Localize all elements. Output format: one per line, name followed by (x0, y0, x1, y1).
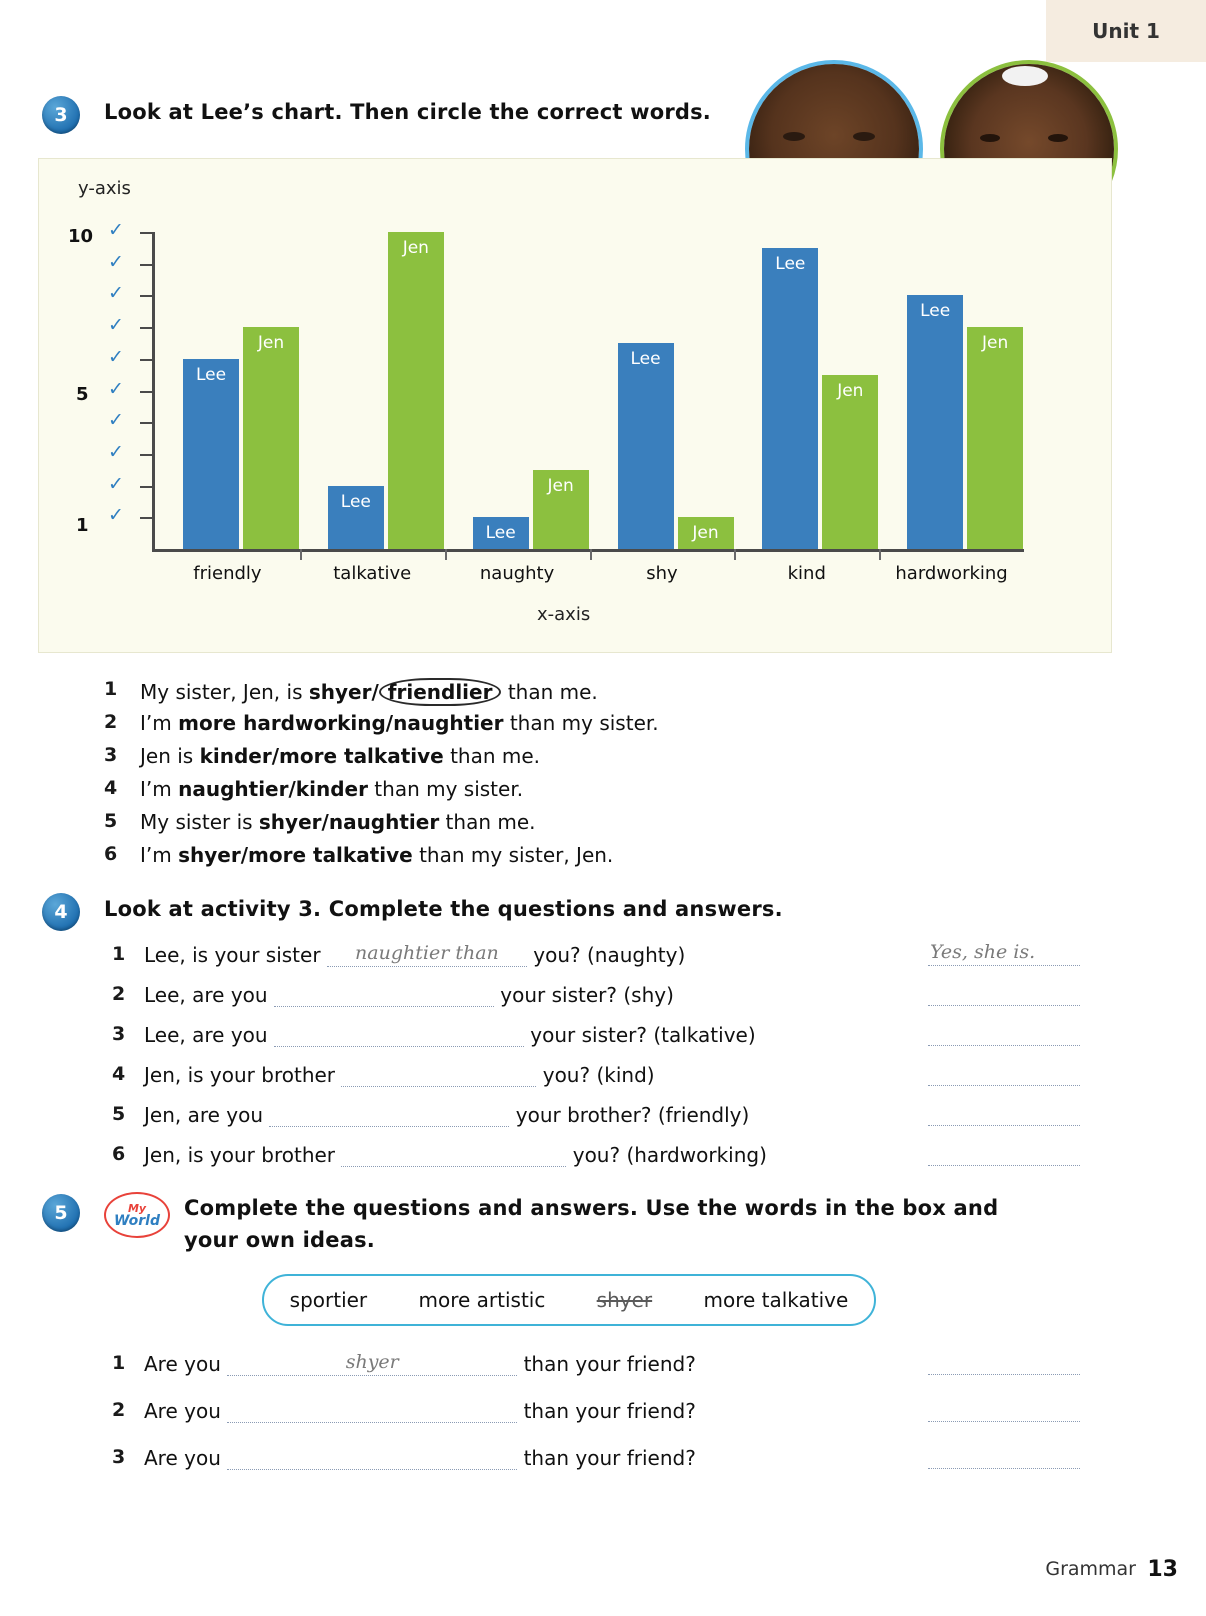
sentence-pre: My sister is (140, 810, 259, 834)
question-suffix: you? (hardworking) (566, 1143, 767, 1167)
bar-kind-jen (822, 375, 878, 549)
chart-check-2: ✓ (108, 472, 124, 495)
sentence-option-2[interactable]: friendlier (379, 678, 502, 706)
bar-talkative-jen (388, 232, 444, 549)
chart-bars (155, 232, 1024, 549)
short-answer-blank[interactable] (928, 1446, 1080, 1469)
sentence-pre: Jen is (140, 744, 200, 768)
chart-tick-9 (140, 264, 154, 266)
my-world-line2: World (113, 1212, 161, 1229)
activity-5-instruction-line2: your own ideas. (184, 1228, 375, 1252)
question-suffix: than your friend? (517, 1352, 696, 1376)
sentence-number: 3 (104, 744, 118, 766)
bar-hardworking-jen (967, 327, 1023, 549)
sentence-option-2[interactable]: kinder (295, 777, 368, 801)
short-answer-blank[interactable] (928, 1023, 1080, 1046)
question-row (144, 1446, 696, 1470)
question-prefix: Are you (144, 1399, 228, 1423)
question-number: 4 (112, 1063, 126, 1085)
question-prefix: Jen, are you (144, 1103, 270, 1127)
chart-check-3: ✓ (108, 440, 124, 463)
chart-separator-1 (300, 549, 302, 560)
question-number: 3 (112, 1446, 126, 1468)
handwritten-answer: naughtier than (355, 942, 499, 964)
question-suffix: than your friend? (517, 1399, 696, 1423)
bar-label: Jen (692, 523, 719, 544)
bar-label: Jen (257, 333, 285, 354)
question-row (144, 1143, 767, 1167)
chart-tick-5 (140, 391, 154, 393)
bar-label: Lee (630, 348, 661, 369)
question-number: 2 (112, 983, 126, 1005)
chart-y-axis-label: y-axis (78, 178, 131, 199)
sentence-row[interactable] (140, 744, 540, 768)
bar-label: Jen (402, 238, 429, 258)
question-suffix: your sister? (talkative) (523, 1023, 756, 1047)
chart-tick-4 (140, 422, 154, 424)
question-row (144, 1352, 696, 1376)
chart-check-10: ✓ (108, 219, 124, 241)
bar-talkative-lee (328, 486, 384, 549)
chart-tick-6 (140, 359, 154, 361)
sentence-number: 5 (104, 810, 118, 832)
sentence-option-1[interactable]: shyer (308, 680, 372, 704)
activity-4-number-label: 4 (54, 901, 68, 923)
sentence-option-1[interactable]: naughtier (178, 777, 289, 801)
sentence-pre: I’m (140, 711, 179, 735)
sentence-option-1[interactable]: more hardworking (178, 711, 386, 735)
chart-tick-2 (140, 486, 154, 488)
sentence-row[interactable] (140, 843, 613, 867)
bar-label: Lee (920, 301, 951, 322)
sentence-row[interactable] (140, 777, 523, 801)
question-number: 1 (112, 943, 126, 965)
question-number: 2 (112, 1399, 126, 1421)
bar-friendly-jen (243, 327, 299, 549)
sentence-option-2[interactable]: more talkative (279, 744, 444, 768)
sentence-separator: / (385, 711, 394, 735)
short-answer-blank[interactable] (928, 1103, 1080, 1126)
my-world-badge (104, 1192, 170, 1238)
eye-right (1048, 134, 1068, 142)
bar-label: Jen (837, 380, 864, 401)
sentence-post: than me. (439, 810, 536, 834)
activity-3-number-label: 3 (54, 104, 68, 126)
question-prefix: Jen, is your brother (144, 1143, 342, 1167)
bar-naughty-lee (473, 517, 529, 549)
short-answer-blank[interactable] (928, 983, 1080, 1006)
chart-ytick-10: 10 (68, 226, 94, 247)
chart-ytick-1: 1 (76, 515, 89, 536)
short-answer-text: Yes, she is. (930, 941, 1036, 963)
sentence-option-2[interactable]: naughtier (393, 711, 504, 735)
sentence-post: than my sister. (503, 711, 659, 735)
question-suffix: your brother? (friendly) (509, 1103, 750, 1127)
bar-label: Jen (547, 475, 574, 496)
question-suffix: you? (naughty) (526, 943, 686, 967)
answer-blank[interactable] (227, 1400, 517, 1423)
activity-5-number (42, 1194, 80, 1232)
bar-label: Lee (775, 253, 806, 274)
footer-section: Grammar (1045, 1558, 1136, 1580)
chart-separator-3 (590, 549, 592, 560)
question-suffix: you? (kind) (536, 1063, 655, 1087)
answer-blank[interactable] (274, 984, 494, 1007)
sentence-option-2[interactable]: more talkative (248, 843, 413, 867)
word-box (262, 1274, 876, 1326)
sentence-pre: My sister, Jen, is (140, 680, 309, 704)
activity-3-instruction: Look at Lee’s chart. Then circle the correct words. (104, 100, 711, 124)
question-number: 5 (112, 1103, 126, 1125)
chart-check-5: ✓ (108, 377, 124, 400)
chart-check-7: ✓ (108, 314, 124, 337)
short-answer-blank[interactable] (928, 1143, 1080, 1166)
bar-kind-lee (762, 248, 818, 549)
answer-blank[interactable] (341, 1144, 566, 1167)
chart-category-hardworking: hardworking (895, 563, 1008, 584)
sentence-pre: I’m (140, 843, 179, 867)
activity-3-number (42, 96, 80, 134)
unit-label: Unit 1 (1092, 19, 1160, 43)
handwritten-answer: shyer (345, 1351, 399, 1373)
chart-tick-8 (140, 295, 154, 297)
sentence-number: 4 (104, 777, 118, 799)
chart-category-friendly: friendly (193, 563, 262, 584)
eye-left (980, 134, 1000, 142)
bar-label: Lee (340, 491, 371, 512)
sentence-number: 6 (104, 843, 118, 865)
bar-label: Lee (195, 364, 227, 385)
eye-left (783, 132, 805, 141)
answer-blank[interactable] (227, 1447, 517, 1470)
chart-check-6: ✓ (108, 345, 124, 368)
sentence-option-2[interactable]: naughtier (328, 810, 440, 834)
question-row (144, 1063, 655, 1087)
footer-page-number: 13 (1147, 1557, 1178, 1582)
chart-tick-3 (140, 454, 154, 456)
chart-category-talkative: talkative (333, 563, 412, 584)
bar-hardworking-lee (907, 295, 963, 549)
bar-friendly-lee (183, 359, 239, 549)
sentence-number: 2 (104, 711, 118, 733)
chart-tick-10 (140, 232, 154, 234)
question-number: 6 (112, 1143, 126, 1165)
sentence-option-1[interactable]: shyer (258, 810, 322, 834)
answer-blank[interactable] (327, 944, 527, 967)
chart-x-axis-line (152, 549, 1024, 552)
answer-blank[interactable] (269, 1104, 509, 1127)
question-row (144, 1023, 756, 1047)
activity-5-instruction-line1: Complete the questions and answers. Use the words in the box and (184, 1196, 999, 1220)
chart-check-9: ✓ (108, 250, 124, 273)
short-answer-blank[interactable] (928, 1352, 1080, 1375)
question-prefix: Jen, is your brother (144, 1063, 342, 1087)
question-row (144, 1399, 696, 1423)
short-answer-blank[interactable] (928, 1399, 1080, 1422)
sentence-post: than my sister, Jen. (412, 843, 614, 867)
sentence-pre: I’m (140, 777, 179, 801)
bar-label: Lee (485, 523, 516, 544)
eye-right (853, 132, 875, 141)
word-box-item-1[interactable]: more artistic (418, 1288, 546, 1312)
chart-check-1: ✓ (108, 504, 124, 527)
sentence-option-1[interactable]: shyer (178, 843, 241, 867)
hair-bow (1002, 66, 1048, 86)
chart-check-8: ✓ (108, 282, 124, 305)
activity-4-number (42, 893, 80, 931)
sentence-post: than me. (443, 744, 541, 768)
chart-tick-7 (140, 327, 154, 329)
word-box-item-3[interactable]: more talkative (703, 1288, 849, 1312)
sentence-row[interactable] (140, 678, 598, 706)
question-row (144, 983, 674, 1007)
sentence-separator: / (321, 810, 329, 834)
question-row (144, 1103, 749, 1127)
question-prefix: Lee, are you (144, 983, 274, 1007)
answer-blank[interactable] (227, 1353, 517, 1376)
bar-shy-lee (618, 343, 674, 549)
sentence-number: 1 (104, 678, 118, 700)
question-prefix: Lee, are you (144, 1023, 274, 1047)
bar-shy-jen (678, 517, 734, 549)
question-suffix: than your friend? (517, 1446, 696, 1470)
chart-ytick-5: 5 (76, 384, 89, 405)
sentence-post: than my sister. (367, 777, 524, 801)
question-number: 3 (112, 1023, 126, 1045)
sentence-separator: / (271, 744, 280, 768)
sentence-row[interactable] (140, 810, 536, 834)
my-world-line1: My (127, 1201, 147, 1215)
question-suffix: your sister? (shy) (493, 983, 674, 1007)
short-answer-blank[interactable] (928, 1063, 1080, 1086)
question-prefix: Are you (144, 1446, 228, 1470)
question-number: 1 (112, 1352, 126, 1374)
sentence-post: than me. (501, 680, 598, 704)
answer-blank[interactable] (341, 1064, 536, 1087)
answer-blank[interactable] (274, 1024, 524, 1047)
sentence-separator: / (371, 680, 379, 704)
word-box-item-2[interactable]: shyer (596, 1288, 653, 1312)
bar-label: Jen (982, 333, 1009, 354)
question-row (144, 943, 685, 967)
word-box-item-0[interactable]: sportier (289, 1288, 368, 1312)
sentence-option-1[interactable]: kinder (199, 744, 272, 768)
chart-separator-4 (734, 549, 736, 560)
activity-5-number-label: 5 (54, 1202, 68, 1224)
sentence-row[interactable] (140, 711, 659, 735)
sentence-separator: / (240, 843, 249, 867)
question-prefix: Lee, is your sister (144, 943, 327, 967)
chart-x-axis-label: x-axis (537, 604, 591, 625)
sentence-separator: / (288, 777, 296, 801)
bar-naughty-jen (533, 470, 589, 549)
chart-tick-1 (140, 517, 154, 519)
chart-category-kind: kind (787, 563, 826, 584)
unit-tab (1046, 0, 1206, 62)
chart-category-naughty: naughty (479, 563, 555, 584)
chart-check-4: ✓ (108, 409, 124, 432)
chart-separator-2 (445, 549, 447, 560)
chart-separator-5 (879, 549, 881, 560)
question-prefix: Are you (144, 1352, 228, 1376)
activity-4-instruction: Look at activity 3. Complete the questions and answers. (104, 897, 783, 921)
chart-category-shy: shy (646, 563, 678, 584)
